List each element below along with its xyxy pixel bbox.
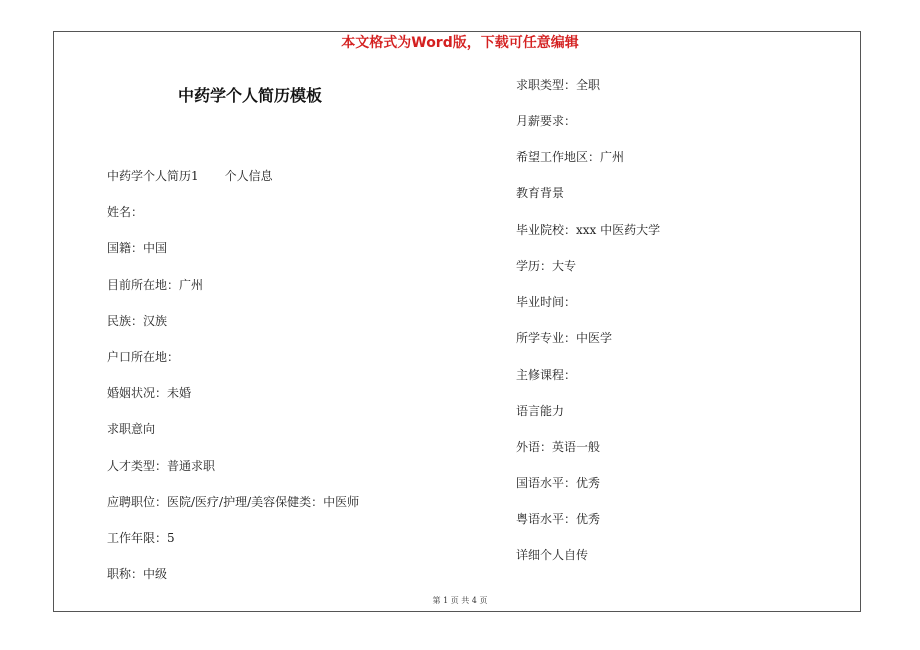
field-salary-requirement: 月薪要求： (516, 114, 577, 128)
field-nationality: 国籍：中国 (107, 241, 168, 255)
field-mandarin-level: 国语水平：优秀 (516, 476, 601, 490)
field-cantonese-level: 粤语水平：优秀 (516, 512, 601, 526)
field-name: 姓名： (107, 205, 144, 219)
field-graduation-date: 毕业时间： (516, 295, 577, 309)
heading-language-ability: 语言能力 (516, 404, 565, 418)
section-heading-row (107, 168, 273, 184)
field-major: 所学专业：中医学 (516, 331, 613, 345)
section-heading: 中药学个人简历1 (107, 169, 199, 183)
section-subheading: 个人信息 (224, 169, 273, 183)
document-title: 中药学个人简历模板 (178, 86, 323, 105)
field-talent-type: 人才类型：普通求职 (107, 459, 216, 473)
field-degree: 学历：大专 (516, 259, 577, 273)
page-number-footer: 第 1 页 共 4 页 (432, 596, 488, 605)
heading-personal-statement: 详细个人自传 (516, 548, 589, 562)
field-ethnicity: 民族：汉族 (107, 314, 168, 328)
heading-education: 教育背景 (516, 186, 565, 200)
field-marital-status: 婚姻状况：未婚 (107, 386, 192, 400)
field-applied-position: 应聘职位：医院/医疗/护理/美容保健类：中医师 (107, 495, 360, 509)
field-desired-work-area: 希望工作地区：广州 (516, 150, 625, 164)
field-current-location: 目前所在地：广州 (107, 278, 204, 292)
heading-job-intention: 求职意向 (107, 422, 156, 436)
field-professional-title: 职称：中级 (107, 567, 168, 581)
field-main-courses: 主修课程： (516, 368, 577, 382)
word-format-banner: 本文格式为Word版，下载可任意编辑 (341, 35, 579, 51)
field-household-registration: 户口所在地： (107, 350, 180, 364)
page-frame (53, 31, 861, 612)
field-foreign-language: 外语：英语一般 (516, 440, 601, 454)
field-job-type: 求职类型：全职 (516, 78, 601, 92)
field-graduate-school: 毕业院校：xxx 中医药大学 (516, 223, 661, 237)
field-work-years: 工作年限：5 (107, 531, 175, 545)
